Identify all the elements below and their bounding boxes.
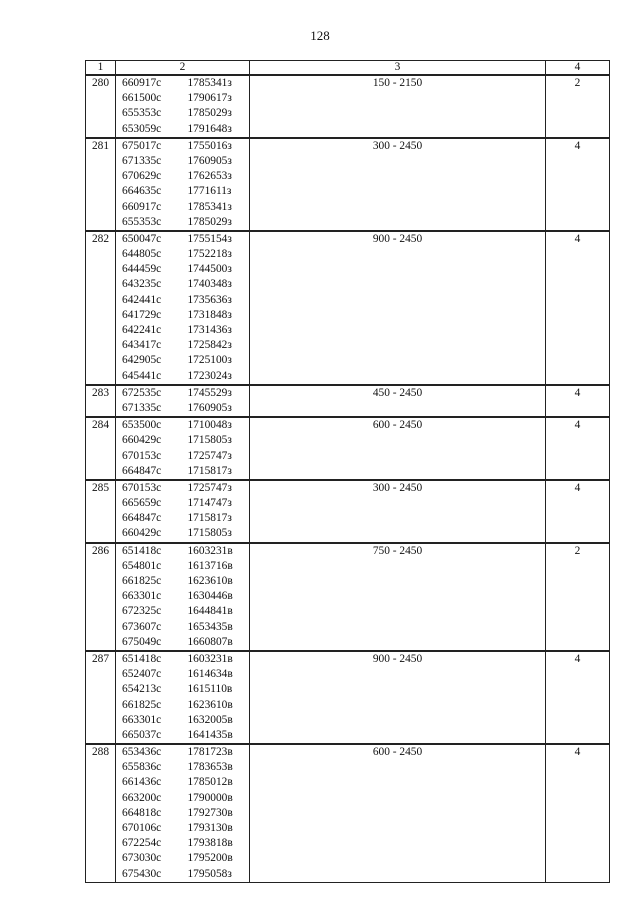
latitude-value: 655353с <box>122 215 162 228</box>
latitude-value: 675017с <box>122 139 162 152</box>
header-col-1: 1 <box>86 61 116 76</box>
longitude-value: 1714747з <box>187 497 232 510</box>
table-row <box>86 138 610 231</box>
depth-range: 750 - 2450 <box>250 543 546 651</box>
coordinate-pair <box>122 262 249 277</box>
latitude-value: 672325с <box>122 605 162 618</box>
coordinate-pair <box>122 338 249 353</box>
table-row <box>86 744 610 882</box>
longitude-value: 1715805з <box>187 434 232 447</box>
latitude-value: 643417с <box>122 339 162 352</box>
coordinate-pair <box>122 511 249 526</box>
longitude-value: 1785029з <box>187 215 232 228</box>
latitude-value: 654213с <box>122 683 162 696</box>
latitude-value: 653436с <box>122 746 162 759</box>
latitude-value: 664847с <box>122 512 162 525</box>
coordinate-pair <box>122 620 249 635</box>
coordinate-list <box>116 480 250 543</box>
count-value: 2 <box>546 543 610 651</box>
coordinate-pair <box>122 760 249 775</box>
longitude-value: 1785341з <box>187 200 232 213</box>
coordinate-pair <box>122 791 249 806</box>
coordinate-pair <box>122 200 249 215</box>
coordinate-pair <box>122 867 249 882</box>
latitude-value: 661500с <box>122 92 162 105</box>
coordinate-pair <box>122 806 249 821</box>
coordinate-pair <box>122 184 249 199</box>
header-col-2: 2 <box>116 61 250 76</box>
table-body <box>86 75 610 882</box>
coordinate-pair <box>122 369 249 384</box>
coordinate-pair <box>122 589 249 604</box>
latitude-value: 654801с <box>122 559 162 572</box>
coordinate-pair <box>122 418 249 433</box>
latitude-value: 651418с <box>122 544 162 557</box>
coordinate-pair <box>122 247 249 262</box>
coordinate-pair <box>122 851 249 866</box>
row-number: 282 <box>86 231 116 385</box>
latitude-value: 660429с <box>122 434 162 447</box>
latitude-value: 645441с <box>122 369 162 382</box>
depth-range: 900 - 2450 <box>250 651 546 744</box>
coordinate-pair <box>122 728 249 743</box>
longitude-value: 1791648з <box>187 122 232 135</box>
coordinate-pair <box>122 122 249 137</box>
count-value: 2 <box>546 75 610 138</box>
depth-range: 300 - 2450 <box>250 480 546 543</box>
coordinate-pair <box>122 544 249 559</box>
longitude-value: 1745529з <box>187 386 232 399</box>
longitude-value: 1755154з <box>187 232 232 245</box>
row-number: 281 <box>86 138 116 231</box>
coordinate-pair <box>122 559 249 574</box>
coordinate-pair <box>122 353 249 368</box>
longitude-value: 1762653з <box>187 170 232 183</box>
coordinate-pair <box>122 277 249 292</box>
coordinate-pair <box>122 481 249 496</box>
latitude-value: 644459с <box>122 263 162 276</box>
latitude-value: 670629с <box>122 170 162 183</box>
count-value: 4 <box>546 231 610 385</box>
row-number: 283 <box>86 385 116 417</box>
longitude-value: 1613716в <box>187 559 233 572</box>
latitude-value: 655353с <box>122 107 162 120</box>
table-row <box>86 231 610 385</box>
latitude-value: 661436с <box>122 776 162 789</box>
latitude-value: 671335с <box>122 401 162 414</box>
coordinate-pair <box>122 169 249 184</box>
coordinate-pair <box>122 139 249 154</box>
coordinate-pair <box>122 821 249 836</box>
coordinate-list <box>116 385 250 417</box>
count-value: 4 <box>546 138 610 231</box>
longitude-value: 1783653в <box>187 761 233 774</box>
count-value: 4 <box>546 417 610 480</box>
longitude-value: 1623610в <box>187 698 233 711</box>
coordinate-pair <box>122 836 249 851</box>
latitude-value: 665037с <box>122 728 162 741</box>
latitude-value: 652407с <box>122 668 162 681</box>
coordinate-pair <box>122 604 249 619</box>
longitude-value: 1603231в <box>187 544 233 557</box>
latitude-value: 663200с <box>122 791 162 804</box>
latitude-value: 670153с <box>122 481 162 494</box>
latitude-value: 644805с <box>122 248 162 261</box>
depth-range: 300 - 2450 <box>250 138 546 231</box>
longitude-value: 1790617з <box>187 92 232 105</box>
coordinate-pair <box>122 449 249 464</box>
latitude-value: 671335с <box>122 154 162 167</box>
longitude-value: 1785341з <box>187 77 232 89</box>
longitude-value: 1715805з <box>187 527 232 540</box>
latitude-value: 660917с <box>122 77 162 89</box>
coordinate-pair <box>122 526 249 541</box>
coordinate-pair <box>122 433 249 448</box>
row-number: 280 <box>86 75 116 138</box>
longitude-value: 1752218з <box>187 248 232 261</box>
latitude-value: 675049с <box>122 635 162 648</box>
longitude-value: 1623610в <box>187 575 233 587</box>
coordinate-pair <box>122 745 249 760</box>
coordinate-list <box>116 231 250 385</box>
latitude-value: 650047с <box>122 232 162 245</box>
coordinate-list <box>116 543 250 651</box>
longitude-value: 1725842з <box>187 339 232 352</box>
coordinate-pair <box>122 232 249 247</box>
latitude-value: 642441с <box>122 293 162 306</box>
depth-range: 600 - 2450 <box>250 744 546 882</box>
coordinate-pair <box>122 574 249 589</box>
latitude-value: 664818с <box>122 806 162 819</box>
longitude-value: 1793130в <box>187 822 233 834</box>
coordinate-pair <box>122 652 249 667</box>
depth-range: 900 - 2450 <box>250 231 546 385</box>
longitude-value: 1744500з <box>187 263 232 276</box>
table-row <box>86 417 610 480</box>
coordinate-pair <box>122 76 249 91</box>
coordinate-list <box>116 744 250 882</box>
count-value: 4 <box>546 385 610 417</box>
longitude-value: 1641435в <box>187 728 233 741</box>
latitude-value: 673030с <box>122 852 162 865</box>
coordinate-pair <box>122 293 249 308</box>
longitude-value: 1731848з <box>187 308 232 321</box>
longitude-value: 1723024з <box>187 369 232 382</box>
coordinate-pair <box>122 154 249 169</box>
count-value: 4 <box>546 651 610 744</box>
coordinate-pair <box>122 635 249 650</box>
latitude-value: 672254с <box>122 837 162 850</box>
header-col-3: 3 <box>250 61 546 76</box>
count-value: 4 <box>546 480 610 543</box>
coordinate-pair <box>122 401 249 416</box>
longitude-value: 1660807в <box>187 635 233 648</box>
coordinate-pair <box>122 713 249 728</box>
longitude-value: 1715817з <box>187 464 232 477</box>
table-row <box>86 651 610 744</box>
coordinate-pair <box>122 464 249 479</box>
longitude-value: 1785029з <box>187 107 232 120</box>
latitude-value: 670106с <box>122 822 162 834</box>
latitude-value: 651418с <box>122 652 162 665</box>
coordinate-pair <box>122 308 249 323</box>
coordinate-pair <box>122 323 249 338</box>
count-value: 4 <box>546 744 610 882</box>
coordinate-pair <box>122 775 249 790</box>
latitude-value: 641729с <box>122 308 162 321</box>
row-number: 288 <box>86 744 116 882</box>
latitude-value: 660429с <box>122 527 162 540</box>
coordinate-list <box>116 417 250 480</box>
longitude-value: 1614634в <box>187 668 233 681</box>
latitude-value: 661825с <box>122 575 162 587</box>
latitude-value: 642241с <box>122 324 162 336</box>
latitude-value: 663301с <box>122 713 162 726</box>
coordinate-pair <box>122 106 249 121</box>
coordinate-pair <box>122 386 249 401</box>
coordinate-pair <box>122 496 249 511</box>
depth-range: 600 - 2450 <box>250 417 546 480</box>
longitude-value: 1725747з <box>187 481 232 494</box>
longitude-value: 1740348з <box>187 278 232 291</box>
row-number: 286 <box>86 543 116 651</box>
coordinate-pair <box>122 682 249 697</box>
longitude-value: 1603231в <box>187 652 233 665</box>
depth-range: 450 - 2450 <box>250 385 546 417</box>
longitude-value: 1725747з <box>187 449 232 462</box>
longitude-value: 1630446в <box>187 590 233 603</box>
header-col-4: 4 <box>546 61 610 76</box>
longitude-value: 1725100з <box>187 354 232 367</box>
longitude-value: 1792730в <box>187 806 233 819</box>
latitude-value: 665659с <box>122 497 162 510</box>
coordinate-list <box>116 651 250 744</box>
table-row <box>86 543 610 651</box>
row-number: 284 <box>86 417 116 480</box>
latitude-value: 661825с <box>122 698 162 711</box>
latitude-value: 653500с <box>122 419 162 432</box>
table-row <box>86 385 610 417</box>
longitude-value: 1781723в <box>187 746 233 759</box>
latitude-value: 653059с <box>122 122 162 135</box>
table-row <box>86 75 610 138</box>
latitude-value: 642905с <box>122 354 162 367</box>
longitude-value: 1653435в <box>187 620 233 633</box>
longitude-value: 1731436з <box>187 324 232 336</box>
row-number: 285 <box>86 480 116 543</box>
depth-range: 150 - 2150 <box>250 75 546 138</box>
longitude-value: 1644841в <box>187 605 233 618</box>
latitude-value: 675430с <box>122 867 162 880</box>
coordinates-table <box>85 60 610 883</box>
latitude-value: 660917с <box>122 200 162 213</box>
latitude-value: 670153с <box>122 449 162 462</box>
longitude-value: 1710048з <box>187 419 232 432</box>
latitude-value: 655836с <box>122 761 162 774</box>
latitude-value: 663301с <box>122 590 162 603</box>
longitude-value: 1632005в <box>187 713 233 726</box>
longitude-value: 1715817з <box>187 512 232 525</box>
coordinate-pair <box>122 215 249 230</box>
longitude-value: 1785012в <box>187 776 233 789</box>
table-row <box>86 480 610 543</box>
longitude-value: 1790000в <box>187 791 233 804</box>
longitude-value: 1795058з <box>187 867 232 880</box>
header-row <box>86 61 610 76</box>
coordinate-pair <box>122 91 249 106</box>
longitude-value: 1771611з <box>187 185 232 198</box>
coordinate-pair <box>122 667 249 682</box>
longitude-value: 1615110в <box>187 683 233 696</box>
page-number: 128 <box>310 28 330 43</box>
row-number: 287 <box>86 651 116 744</box>
longitude-value: 1760905з <box>187 154 232 167</box>
latitude-value: 673607с <box>122 620 162 633</box>
longitude-value: 1760905з <box>187 401 232 414</box>
coordinate-list <box>116 75 250 138</box>
latitude-value: 664847с <box>122 464 162 477</box>
longitude-value: 1795200в <box>187 852 233 865</box>
longitude-value: 1793818в <box>187 837 233 850</box>
latitude-value: 672535с <box>122 386 162 399</box>
longitude-value: 1735636з <box>187 293 232 306</box>
coordinate-pair <box>122 698 249 713</box>
latitude-value: 643235с <box>122 278 162 291</box>
longitude-value: 1755016з <box>187 139 232 152</box>
latitude-value: 664635с <box>122 185 162 198</box>
coordinate-list <box>116 138 250 231</box>
